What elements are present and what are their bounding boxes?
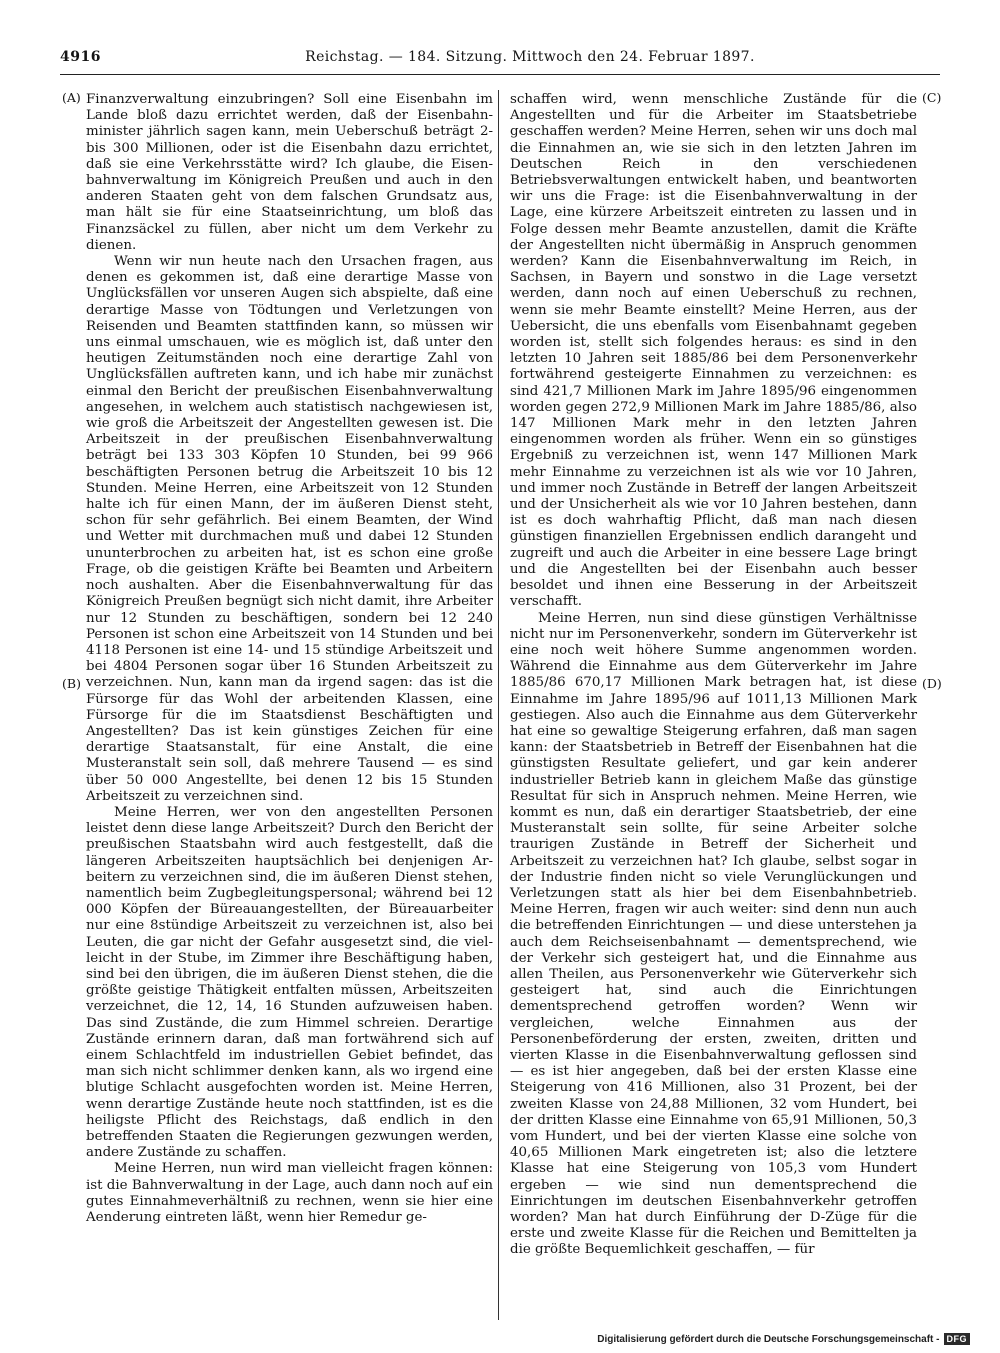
paragraph: Finanzverwaltung einzubringen? Soll eine Eisenbahn im Lande bloß dazu errichtet werden, daß der Eisenbahnminister jährlich sagen kann, mein Ueberschuß beträgt 2- bis 300 Millionen, oder ist die Eisenbahn dazu errichtet, daß sie eine Verkehrsstätte wird? Ich glaube, die Eisenbahnverwaltung im Königreich Preußen und auch in den anderen Staaten geht von dem falschen Grundsatz aus, man hält sie für eine Staatseinrichtung, um bloß das Finanzsäckel zu füllen, aber nicht um dem Verkehr zu dienen. xyxy=(86,92,493,253)
paragraph: Meine Herren, wer von den angestellten Personen leistet denn diese lange Arbeitszeit? Durch den Bericht der preußischen Staatsbahn wird auch festgestellt, daß die längeren Arbeitszeiten hauptsächlich bei denjenigen Arbeitern zu verzeichnen sind, die im äußeren Dienst stehen, namentlich beim Zugbegleitungspersonal; während bei 12 000 Köpfen der Büreauangestellten, der Büreauarbeiter nur eine 8stündige Arbeitszeit zu verzeichnen ist, also bei Leuten, die gar nicht der Gefahr ausgesetzt sind, die vielleicht in der Stube, im Zimmer ihre Beschäftigung haben, sind bei den übrigen, die im äußeren Dienst stehen, die die größte geistige Thätigkeit entfalten müssen, Arbeitszeiten verzeichnet, die 12, 14, 16 Stunden aufzuweisen haben. Das sind Zustände, die zum Himmel schreien. Derartige Zustände erinnern daran, daß man fortwährend sich auf einem Schlachtfeld im industriellen Gebiet befindet, das man sich nicht schlimmer denken kann, als wo irgend eine blutige Schlacht ausgefochten worden ist. Meine Herren, wenn derartige Zustände heute noch stattfinden, ist es die heiligste Pflicht des Reichstags, daß endlich in den betreffenden Staaten die Regierungen gezwungen werden, andere Zustände zu schaffen. xyxy=(86,804,493,1161)
paragraph: schaffen wird, wenn menschliche Zustände für die Angestellten und für die Arbeiter im Staatsbetriebe geschaffen werden? Meine Herren, sehen wir uns doch mal die Einnahmen an, wie sie sich in den letzten Jahren im Deutschen Reich in den verschiedenen Betriebsverwaltungen entwickelt haben, und beantworten wir uns die Frage: ist die Eisenbahnverwaltung in der Lage, eine kürzere Arbeitszeit eintreten zu lassen und in Folge dessen mehr Beamte anzustellen, damit die Kräfte der Angestellten nicht übermäßig in Anspruch genommen werden? Kann die Eisenbahnverwaltung im Reich, in Sachsen, in Bayern und sonstwo in die Lage versetzt werden, dann noch auf einen Ueberschuß zu rechnen, wenn sie mehr Beamte einstellt? Meine Herren, aus der Uebersicht, die uns ebenfalls vom Eisenbahnamt gegeben worden ist, stellt sich folgendes heraus: es sind in den letzten 10 Jahren seit 1885/86 bei dem Personenverkehr fortwährend gesteigerte Einnahmen zu verzeichnen: es sind 421,7 Millionen Mark im Jahre 1895/96 eingenommen worden gegen 272,9 Millionen Mark im Jahre 1885/86, also 147 Millionen Mark mehr in den letzten Jahren eingenommen worden als früher. Wenn ein so günstiges Ergebniß zu verzeichnen ist, wenn 147 Millionen Mark mehr Einnahme zu verzeichnen ist als wie vor 10 Jahren, und immer noch Zustände in Betreff der langen Arbeitszeit und der Unsicherheit als wie vor 10 Jahren bestehen, dann ist es doch wahrhaftig Pflicht, daß man nach diesen günstigen finanziellen Ergebnissen endlich darangeht und zugreift und auch die Arbeiter in eine bessere Lage bringt und die Angestellten bei der Eisenbahn auch besser besoldet und ihnen eine Besserung in der Arbeitszeit verschafft. xyxy=(510,92,917,610)
right-column xyxy=(510,92,917,1259)
running-header: Reichstag. — 184. Sitzung. Mittwoch den 24. Februar 1897. xyxy=(305,49,755,65)
paragraph: Wenn wir nun heute nach den Ursachen fragen, aus denen es gekommen ist, daß eine derartige Masse von Unglücksfällen vor unseren Augen sich abspielte, daß eine derartige Masse von Tödtungen und Verletzungen von Reisenden und Beamten stattfinden kann, so müssen wir uns einmal umschauen, wie es möglich ist, daß unter den heutigen Zeitumständen noch eine derartige Zahl von Unglücksfällen auftreten kann, und ich habe mir zunächst einmal den Bericht der preußischen Eisenbahnverwaltung angesehen, in welchem auch statistisch nachgewiesen ist, wie groß die Arbeitszeit der Angestellten gewesen ist. Die Arbeitszeit in der preußischen Eisenbahnverwaltung beträgt bei 133 303 Köpfen 10 Stunden, bei 99 966 beschäftigten Personen betrug die Arbeitszeit 10 bis 12 Stunden. Meine Herren, eine Arbeitszeit von 12 Stunden halte ich für einen Mann, der im äußeren Dienst steht, schon für sehr gefährlich. Bei einem Beamten, der Wind und Wetter mit durchmachen muß und dabei 12 Stunden ununterbrochen zu arbeiten hat, ist es schon eine große Frage, ob die geistigen Kräfte bei Beamten und Arbeitern noch aushalten. Aber die Eisenbahnverwaltung für das Königreich Preußen begnügt sich nicht damit, ihre Arbeiter nur 12 Stunden zu beschäftigen, sondern bei 12 240 Personen ist schon eine Arbeitszeit von 14 Stunden und bei 4118 Personen ist eine 14- und 15 stündige Arbeitszeit und bei 4804 Personen sogar über 16 Stunden Arbeitszeit zu verzeichnen. Nun, kann man da irgend sagen: das ist die Fürsorge für das Wohl der arbeitenden Klassen, eine Fürsorge für die im Staatsdienst Beschäftigten und Angestellten? Das ist kein günstiges Zeichen für eine derartige Staatsanstalt, für eine Anstalt, die eine Musteranstalt sein soll, daß mehrere Tausend — es sind über 50 000 Angestellte, bei denen 12 bis 15 Stunden Arbeitszeit zu verzeichnen sind. xyxy=(86,254,493,804)
paragraph: Meine Herren, nun wird man vielleicht fragen können: ist die Bahnverwaltung in der Lage, auch dann noch auf ein gutes Einnahmeverhältniß zu rechnen, wenn sie hier eine Aenderung eintreten läßt, wenn hier Remedur ge- xyxy=(86,1161,493,1226)
margin-marker-b: (B) xyxy=(62,676,81,691)
credit-text: Digitalisierung gefördert durch die Deutsche Forschungsgemeinschaft - xyxy=(597,1333,940,1345)
paragraph: Meine Herren, nun sind diese günstigen Verhältnisse nicht nur im Personenverkehr, sondern im Güterverkehr ist eine noch weit höhere Summe angenommen worden. Während die Einnahme aus dem Güterverkehr im Jahre 1885/86 670,17 Millionen Mark betragen hat, ist diese Einnahme im Jahre 1895/96 auf 1011,13 Millionen Mark gestiegen. Also auch die Einnahme aus dem Güterverkehr hat eine so gewaltige Steigerung erfahren, daß man sagen kann: der Staatsbetrieb in Betreff der Eisenbahnen hat die günstigsten Resultate geliefert, und gar kein anderer industrieller Betrieb kann in gleichem Maße das günstige Resultat für sich in Anspruch nehmen. Meine Herren, wie kommt es nun, daß ein derartiger Staatsbetrieb, der eine Musteranstalt sein sollte, für seine Arbeiter solche traurigen Zustände in Betreff der Sicherheit und Arbeitszeit zu verzeichnen hat? Ich glaube, selbst sogar in der Industrie finden nicht so viele Verunglückungen und Verletzungen statt als hier bei dem Eisenbahnbetrieb. Meine Herren, fragen wir auch weiter: sind denn nun auch die betreffenden Einrichtungen — und diese unterstehen ja auch dem Reichseisenbahnamt — dementsprechend, wie der Verkehr sich gesteigert hat, und die Einnahme aus allen Theilen, aus Personenverkehr wie Güterverkehr sich gesteigert hat, sind auch die Einrichtungen dementsprechend getroffen worden? Wenn wir vergleichen, welche Einnahmen aus der Personenbeförderung der ersten, zweiten, dritten und vierten Klasse in die Eisenbahnverwaltung geflossen sind — es ist hier angegeben, daß bei der ersten Klasse eine Steigerung von 416 Millionen, also 31 Prozent, bei der zweiten Klasse von 24,88 Millionen, 32 vom Hundert, bei der dritten Klasse eine Einnahme von 65,91 Millionen, 50,3 vom Hundert, und bei der vierten Klasse eine solche von 40,65 Millionen Mark eingetreten ist; also die letztere Klasse hat eine Steigerung von 105,3 vom Hundert ergeben — wie sind nun dementsprechend die Einrichtungen im deutschen Eisenbahnverkehr getroffen worden? Man hat durch Einführung der D-Züge für die erste und zweite Klasse für die Reichen und Bemittelten ja die größte Bequemlichkeit geschaffen, — für xyxy=(510,610,917,1258)
page-number: 4916 xyxy=(60,49,101,65)
column-divider xyxy=(498,90,499,1320)
margin-marker-c: (C) xyxy=(922,90,942,105)
margin-marker-d: (D) xyxy=(922,676,942,691)
dfg-logo-icon: DFG xyxy=(944,1333,971,1345)
digitization-credit xyxy=(597,1333,970,1345)
left-column xyxy=(86,92,493,1226)
header-rule xyxy=(60,74,940,75)
margin-marker-a: (A) xyxy=(62,90,81,105)
